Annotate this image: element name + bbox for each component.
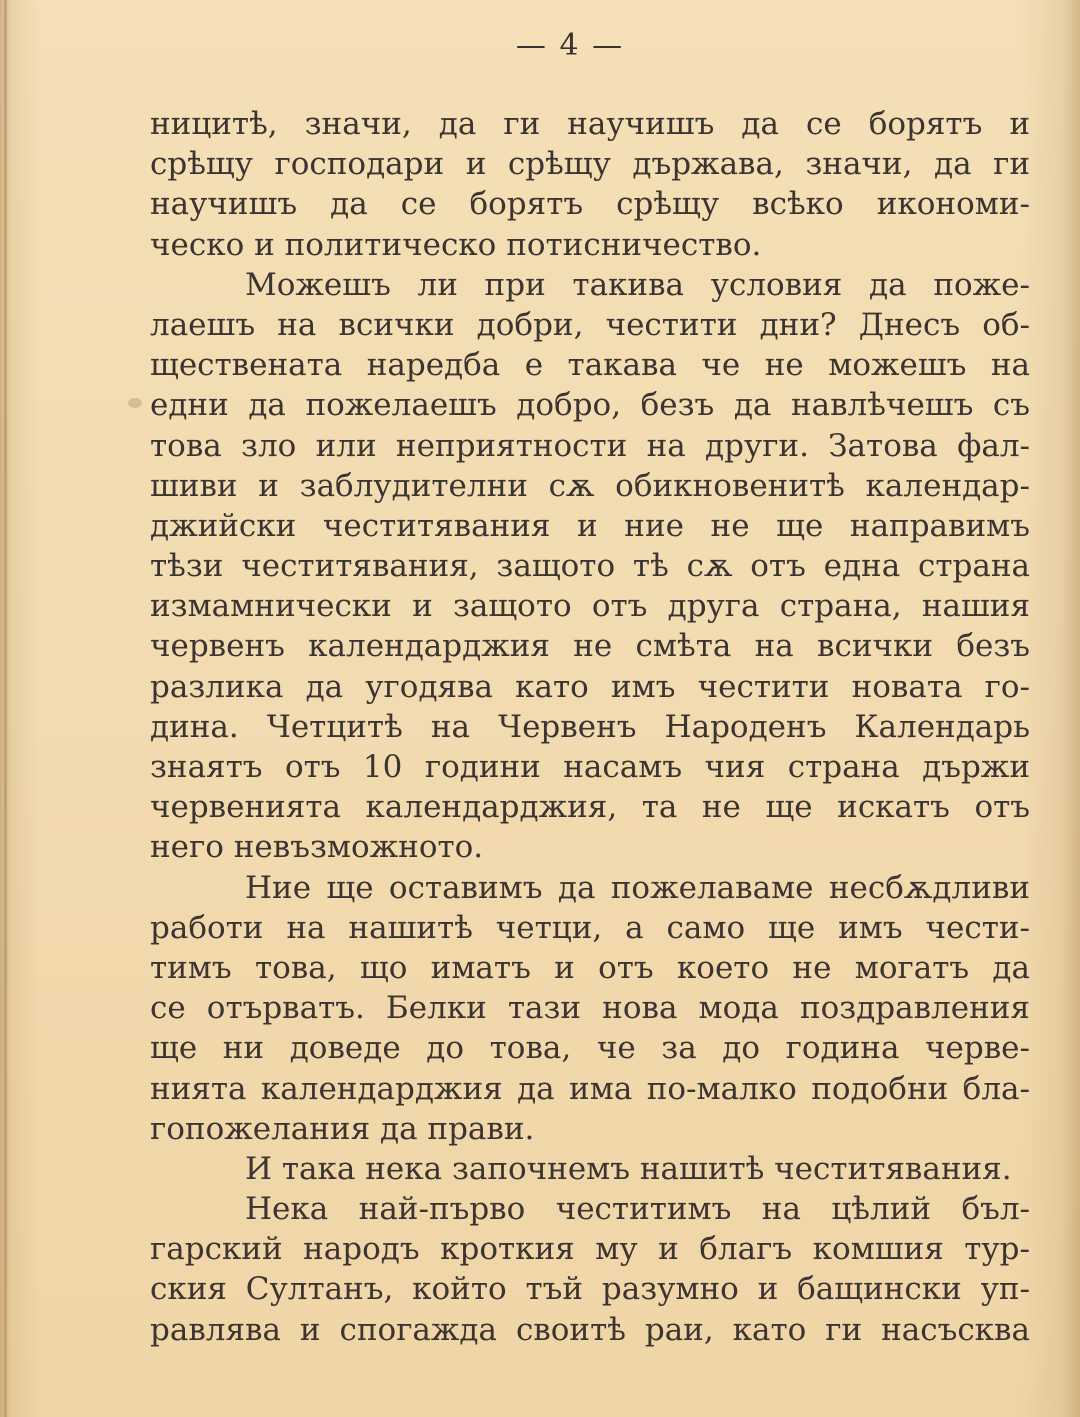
text-line: тѣзи честитявания, защото тѣ сѫ отъ една страна xyxy=(150,548,1030,585)
text-line: червенията календарджия, та не ще искатъ отъ xyxy=(150,789,1030,826)
paragraph-start-line: Нека най-първо честитимъ на цѣлий бъл- xyxy=(245,1191,1030,1228)
text-line: тимъ това, що иматъ и отъ което не могатъ да xyxy=(150,949,1030,986)
text-line: работи на нашитѣ четци, а само ще имъ чести- xyxy=(150,909,1030,946)
text-line: срѣщу господари и срѣщу държава, значи, да ги xyxy=(150,146,1030,183)
paragraph-start-line: Ние ще оставимъ да пожелаваме несбѫдливи xyxy=(245,869,1030,906)
page-binding-edge xyxy=(4,0,7,1417)
text-line: се отърватъ. Белки тази нова мода поздравления xyxy=(150,990,1030,1027)
text-line: измамнически и защото отъ друга страна, нашия xyxy=(150,588,1030,625)
text-line: гарский народъ кроткия му и благъ комшия тур- xyxy=(150,1231,1030,1268)
body-text xyxy=(150,104,1030,1350)
paragraph-end-line: него невъзможното. xyxy=(150,829,484,866)
text-line: научишъ да се борятъ срѣщу всѣко икономи- xyxy=(150,186,1030,223)
text-line: червенъ календарджия не смѣта на всички безъ xyxy=(150,628,1030,665)
text-line: разлика да угодява като имъ честити новата го- xyxy=(150,668,1030,705)
ink-smudge xyxy=(128,398,142,408)
paragraph-line: И така нека започнемъ нашитѣ честитявания. xyxy=(245,1150,1012,1187)
text-line: едни да пожелаешъ добро, безъ да навлѣчешъ съ xyxy=(150,387,1030,424)
text-line: ския Султанъ, който тъй разумно и бащински уп- xyxy=(150,1271,1030,1308)
paragraph-end-line: ческо и политическо потисничество. xyxy=(150,226,762,263)
text-line: ще ни доведе до това, че за до година черве- xyxy=(150,1030,1030,1067)
text-line: знаятъ отъ 10 години насамъ чия страна държи xyxy=(150,749,1030,785)
text-line: лаешъ на всички добри, честити дни? Днесъ об- xyxy=(150,306,1030,343)
text-line: ществената наредба е такава че не можешъ на xyxy=(150,347,1030,384)
text-line: шиви и заблудителни сѫ обикновенитѣ календар- xyxy=(150,467,1030,504)
text-line: дина. Четцитѣ на Червенъ Народенъ Календарь xyxy=(150,708,1030,745)
text-line: това зло или неприятности на други. Затова фал- xyxy=(150,427,1030,464)
text-line: ницитѣ, значи, да ги научишъ да се борятъ и xyxy=(150,106,1030,142)
text-line: нията календарджия да има по-малко подобни бла- xyxy=(150,1070,1030,1107)
text-line: равлява и спогажда своитѣ раи, като ги насъсква xyxy=(150,1311,1030,1348)
text-line: джийски честитявания и ние не ще направимъ xyxy=(150,507,1030,544)
page-number: — 4 — xyxy=(515,28,625,63)
paragraph-start-line: Можешъ ли при такива условия да поже- xyxy=(245,266,1030,303)
paragraph-end-line: гопожелания да прави. xyxy=(150,1110,535,1147)
